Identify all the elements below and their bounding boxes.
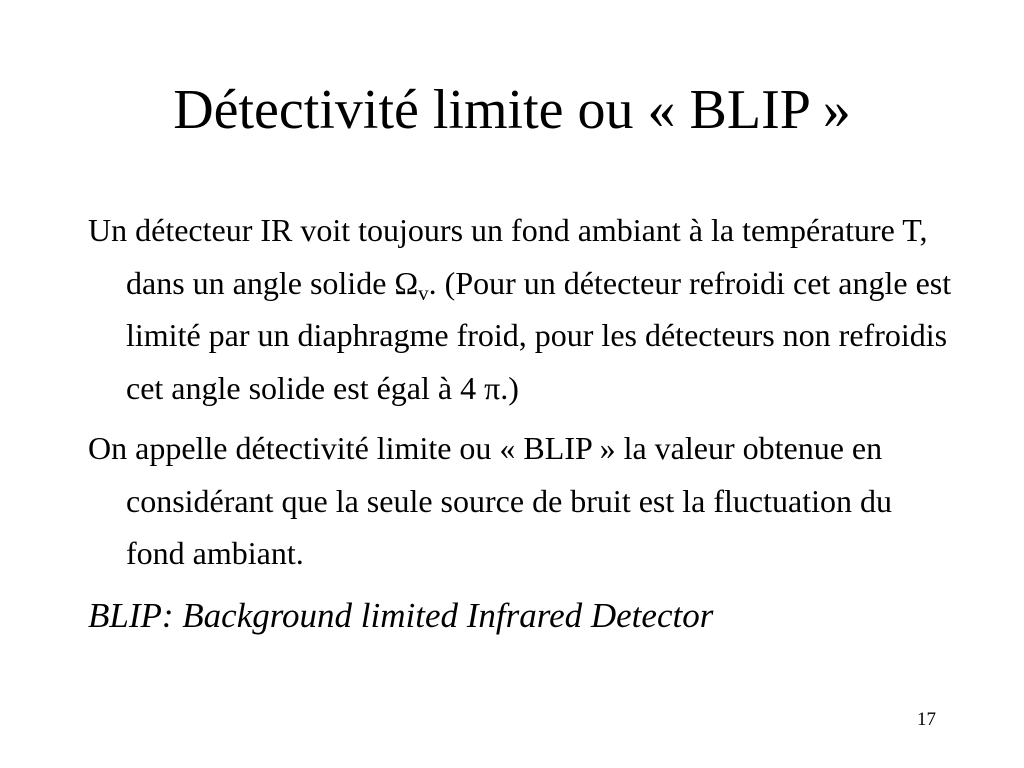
slide-body	[88, 204, 958, 652]
omega-subscript: v	[418, 280, 429, 305]
omega-symbol: Ω	[394, 264, 419, 301]
slide-number: 17	[917, 709, 936, 730]
slide-title: Détectivité limite ou « BLIP »	[173, 79, 851, 141]
paragraph-blip-acronym: BLIP: Background limited Infrared Detector	[88, 595, 714, 635]
paragraph-solid-angle	[88, 204, 958, 414]
paragraph-solid-angle-intro: Un détecteur IR voit toujours un fond ambiant à la température T, dans un angle solide	[88, 212, 928, 301]
paragraph-solid-angle-rest: . (Pour un détecteur refroidi cet angle est limité par un diaphragme froid, pour les détecteurs non refroidis cet angle solide est égal à 4 π.)	[126, 264, 952, 406]
paragraph-blip-definition: On appelle détectivité limite ou « BLIP » la valeur obtenue en considérant que la seule source de bruit est la fluctuation du fond ambiant.	[88, 430, 892, 571]
